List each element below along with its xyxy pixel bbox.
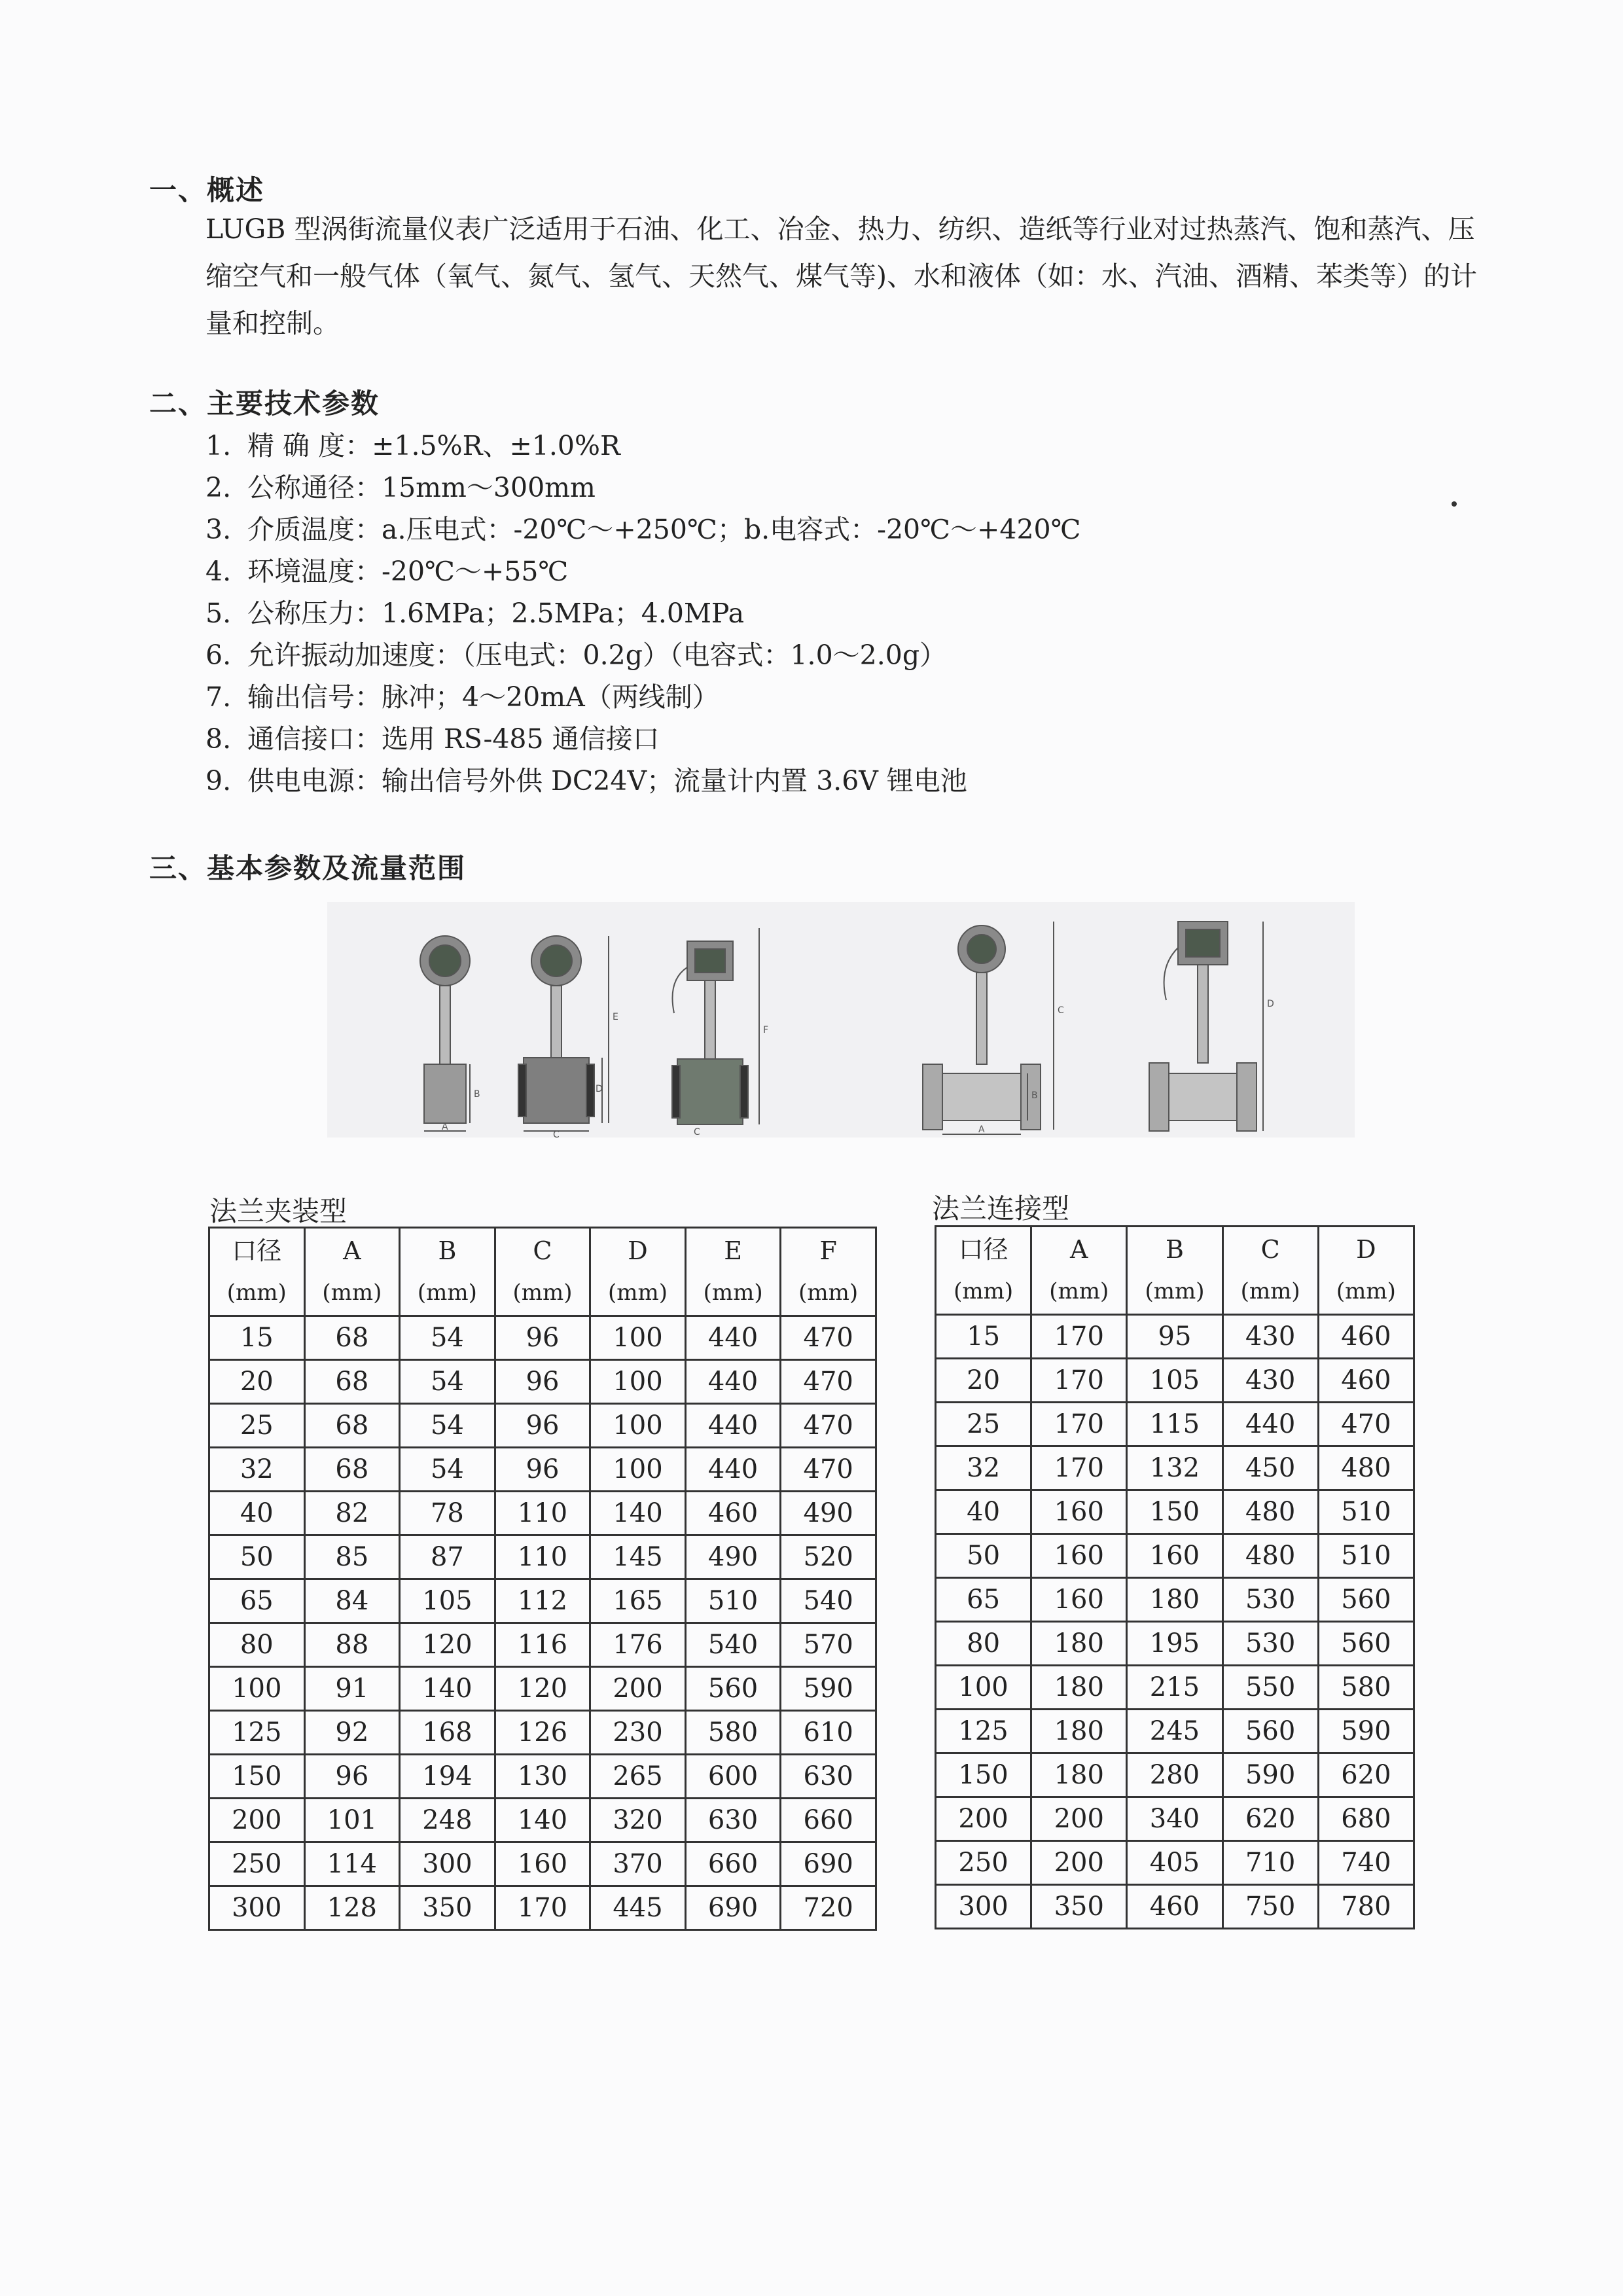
table-cell: 230 [590, 1711, 686, 1755]
table-cell: 680 [1318, 1797, 1414, 1841]
table-cell: 520 [781, 1535, 876, 1579]
table-cell: 710 [1222, 1841, 1318, 1885]
table-cell: 540 [685, 1623, 781, 1667]
table-cell: 170 [1031, 1446, 1127, 1490]
table-cell: 54 [400, 1360, 495, 1404]
column-header: A (mm) [304, 1228, 400, 1316]
table-cell: 180 [1031, 1666, 1127, 1710]
table-row [936, 1797, 1414, 1841]
dim-label-C: C [1058, 1005, 1064, 1016]
table-cell: 160 [1031, 1578, 1127, 1622]
table-row [936, 1885, 1414, 1929]
table-row [209, 1623, 876, 1667]
table-cell: 340 [1127, 1797, 1222, 1841]
table-cell: 460 [1318, 1359, 1414, 1403]
table-cell: 200 [590, 1667, 686, 1711]
table-row [209, 1360, 876, 1404]
table-cell: 690 [685, 1886, 781, 1930]
table-cell: 100 [590, 1360, 686, 1404]
table-cell: 200 [1031, 1797, 1127, 1841]
table-row [936, 1666, 1414, 1710]
table-cell: 130 [495, 1755, 590, 1799]
param-item: 2. 公称通径：15mm～300mm [205, 472, 596, 503]
table-row [209, 1535, 876, 1579]
table-cell: 160 [495, 1842, 590, 1886]
table-row [209, 1799, 876, 1842]
table-cell: 20 [209, 1360, 305, 1404]
table-cell: 176 [590, 1623, 686, 1667]
table-row [209, 1492, 876, 1535]
table-cell: 350 [400, 1886, 495, 1930]
table-cell: 440 [685, 1404, 781, 1448]
table-cell: 430 [1222, 1315, 1318, 1359]
table-cell: 170 [495, 1886, 590, 1930]
table-cell: 32 [936, 1446, 1031, 1490]
table-cell: 460 [1127, 1885, 1222, 1929]
table-cell: 100 [590, 1404, 686, 1448]
table-cell: 87 [400, 1535, 495, 1579]
table-cell: 125 [209, 1711, 305, 1755]
table-cell: 68 [304, 1360, 400, 1404]
table-cell: 140 [495, 1799, 590, 1842]
param-item: 5. 公称压力：1.6MPa；2.5MPa；4.0MPa [205, 598, 745, 629]
table-cell: 50 [936, 1534, 1031, 1578]
table-cell: 690 [781, 1842, 876, 1886]
table-cell: 100 [590, 1448, 686, 1492]
table-cell: 125 [936, 1710, 1031, 1753]
table-cell: 248 [400, 1799, 495, 1842]
table-cell: 40 [209, 1492, 305, 1535]
table-cell: 96 [495, 1360, 590, 1404]
table-cell: 91 [304, 1667, 400, 1711]
table-cell: 630 [685, 1799, 781, 1842]
table-header-row [936, 1227, 1414, 1315]
table-cell: 320 [590, 1799, 686, 1842]
column-header: F (mm) [781, 1228, 876, 1316]
table-cell: 88 [304, 1623, 400, 1667]
table-cell: 440 [685, 1448, 781, 1492]
table-cell: 82 [304, 1492, 400, 1535]
table-cell: 40 [936, 1490, 1031, 1534]
table-cell: 80 [209, 1623, 305, 1667]
table-cell: 470 [781, 1448, 876, 1492]
table-row [209, 1755, 876, 1799]
table-cell: 128 [304, 1886, 400, 1930]
table-cell: 480 [1222, 1534, 1318, 1578]
table-row [936, 1710, 1414, 1753]
table-cell: 510 [1318, 1490, 1414, 1534]
dim-label-D: D [1267, 999, 1274, 1009]
table-cell: 114 [304, 1842, 400, 1886]
table-cell: 440 [685, 1316, 781, 1360]
table-cell: 215 [1127, 1666, 1222, 1710]
column-header: C (mm) [495, 1228, 590, 1316]
table-cell: 54 [400, 1404, 495, 1448]
table-cell: 720 [781, 1886, 876, 1930]
table-cell: 101 [304, 1799, 400, 1842]
table-cell: 470 [781, 1404, 876, 1448]
table-cell: 300 [209, 1886, 305, 1930]
dim-label-A: A [442, 1122, 448, 1132]
table-row [209, 1448, 876, 1492]
table-cell: 15 [209, 1316, 305, 1360]
table-cell: 160 [1031, 1534, 1127, 1578]
table-cell: 620 [1222, 1797, 1318, 1841]
table-cell: 440 [685, 1360, 781, 1404]
table-cell: 168 [400, 1711, 495, 1755]
table-cell: 15 [936, 1315, 1031, 1359]
table-cell: 32 [209, 1448, 305, 1492]
table-cell: 180 [1031, 1753, 1127, 1797]
table-cell: 570 [781, 1623, 876, 1667]
table-cell: 300 [936, 1885, 1031, 1929]
table-cell: 620 [1318, 1753, 1414, 1797]
table-cell: 180 [1031, 1710, 1127, 1753]
flanged-type-dimension-table [935, 1225, 1415, 1929]
table-cell: 92 [304, 1711, 400, 1755]
table-cell: 115 [1127, 1403, 1222, 1446]
table-row [936, 1534, 1414, 1578]
table-cell: 470 [781, 1360, 876, 1404]
table-cell: 440 [1222, 1403, 1318, 1446]
param-item: 7. 输出信号：脉冲；4～20mA（两线制） [205, 681, 719, 713]
table-row [209, 1316, 876, 1360]
table-cell: 560 [685, 1667, 781, 1711]
column-header: B (mm) [1127, 1227, 1222, 1315]
scan-speck [1452, 501, 1457, 507]
column-header: 口径 (mm) [209, 1228, 305, 1316]
table-cell: 120 [400, 1623, 495, 1667]
table-cell: 132 [1127, 1446, 1222, 1490]
table-cell: 54 [400, 1448, 495, 1492]
param-item: 8. 通信接口：选用 RS-485 通信接口 [205, 723, 660, 755]
table-cell: 530 [1222, 1578, 1318, 1622]
table-row [936, 1403, 1414, 1446]
table-cell: 84 [304, 1579, 400, 1623]
table-cell: 140 [590, 1492, 686, 1535]
flowmeter-dimension-drawing [327, 902, 1355, 1138]
table-cell: 85 [304, 1535, 400, 1579]
column-header: C (mm) [1222, 1227, 1318, 1315]
table-cell: 54 [400, 1316, 495, 1360]
table-cell: 165 [590, 1579, 686, 1623]
overview-paragraph: LUGB 型涡街流量仪表广泛适用于石油、化工、冶金、热力、纺织、造纸等行业对过热蒸汽、饱和蒸汽、压缩空气和一般气体（氧气、氮气、氢气、天然气、煤气等)、水和液体（如：水、汽油、酒精、苯类等）的计量和控制。 [205, 213, 1477, 339]
table-cell: 510 [1318, 1534, 1414, 1578]
table-cell: 590 [1318, 1710, 1414, 1753]
table-cell: 300 [400, 1842, 495, 1886]
table-cell: 510 [685, 1579, 781, 1623]
table-cell: 78 [400, 1492, 495, 1535]
column-header: A (mm) [1031, 1227, 1127, 1315]
dim-label-A: A [978, 1124, 985, 1135]
table-caption-wafer: 法兰夹装型 [209, 1195, 348, 1227]
table-cell: 560 [1318, 1578, 1414, 1622]
table-cell: 480 [1318, 1446, 1414, 1490]
table-header-row [209, 1228, 876, 1316]
table-cell: 660 [781, 1799, 876, 1842]
table-cell: 530 [1222, 1622, 1318, 1666]
table-cell: 490 [685, 1535, 781, 1579]
table-cell: 170 [1031, 1315, 1127, 1359]
table-row [936, 1841, 1414, 1885]
table-cell: 150 [1127, 1490, 1222, 1534]
table-cell: 560 [1318, 1622, 1414, 1666]
table-cell: 470 [781, 1316, 876, 1360]
table-cell: 105 [1127, 1359, 1222, 1403]
table-cell: 250 [209, 1842, 305, 1886]
table-cell: 580 [685, 1711, 781, 1755]
dim-label-D: D [596, 1084, 603, 1094]
table-cell: 96 [495, 1316, 590, 1360]
table-cell: 112 [495, 1579, 590, 1623]
table-row [209, 1886, 876, 1930]
table-cell: 65 [209, 1579, 305, 1623]
table-cell: 590 [781, 1667, 876, 1711]
table-cell: 430 [1222, 1359, 1318, 1403]
table-cell: 470 [1318, 1403, 1414, 1446]
table-cell: 200 [1031, 1841, 1127, 1885]
table-cell: 25 [936, 1403, 1031, 1446]
table-cell: 140 [400, 1667, 495, 1711]
table-cell: 350 [1031, 1885, 1127, 1929]
table-cell: 96 [495, 1448, 590, 1492]
table-cell: 610 [781, 1711, 876, 1755]
table-cell: 150 [936, 1753, 1031, 1797]
table-cell: 160 [1127, 1534, 1222, 1578]
table-cell: 95 [1127, 1315, 1222, 1359]
table-cell: 194 [400, 1755, 495, 1799]
table-cell: 280 [1127, 1753, 1222, 1797]
table-row [936, 1315, 1414, 1359]
table-row [936, 1622, 1414, 1666]
table-row [936, 1446, 1414, 1490]
table-cell: 180 [1127, 1578, 1222, 1622]
dim-label-B: B [474, 1089, 480, 1100]
table-row [936, 1359, 1414, 1403]
column-header: 口径 (mm) [936, 1227, 1031, 1315]
column-header: D (mm) [1318, 1227, 1414, 1315]
table-cell: 580 [1318, 1666, 1414, 1710]
table-cell: 160 [1031, 1490, 1127, 1534]
table-cell: 750 [1222, 1885, 1318, 1929]
table-row [209, 1667, 876, 1711]
table-cell: 170 [1031, 1403, 1127, 1446]
table-cell: 250 [936, 1841, 1031, 1885]
table-cell: 68 [304, 1404, 400, 1448]
table-cell: 740 [1318, 1841, 1414, 1885]
table-cell: 68 [304, 1448, 400, 1492]
table-row [209, 1579, 876, 1623]
table-cell: 68 [304, 1316, 400, 1360]
table-cell: 100 [209, 1667, 305, 1711]
param-item: 6. 允许振动加速度：（压电式：0.2g）（电容式：1.0～2.0g） [205, 639, 947, 671]
table-cell: 120 [495, 1667, 590, 1711]
table-cell: 105 [400, 1579, 495, 1623]
table-cell: 460 [1318, 1315, 1414, 1359]
table-cell: 200 [209, 1799, 305, 1842]
table-cell: 560 [1222, 1710, 1318, 1753]
table-row [209, 1711, 876, 1755]
table-cell: 540 [781, 1579, 876, 1623]
table-cell: 50 [209, 1535, 305, 1579]
table-cell: 600 [685, 1755, 781, 1799]
table-row [209, 1404, 876, 1448]
table-cell: 116 [495, 1623, 590, 1667]
table-cell: 405 [1127, 1841, 1222, 1885]
table-cell: 490 [781, 1492, 876, 1535]
table-row [936, 1578, 1414, 1622]
section-heading-basic-params: 三、基本参数及流量范围 [149, 852, 467, 884]
table-cell: 780 [1318, 1885, 1414, 1929]
table-cell: 100 [590, 1316, 686, 1360]
table-cell: 200 [936, 1797, 1031, 1841]
table-caption-flanged: 法兰连接型 [932, 1193, 1070, 1225]
table-cell: 195 [1127, 1622, 1222, 1666]
table-cell: 150 [209, 1755, 305, 1799]
table-cell: 145 [590, 1535, 686, 1579]
table-cell: 480 [1222, 1490, 1318, 1534]
table-row [209, 1842, 876, 1886]
section-heading-tech-params: 二、主要技术参数 [149, 387, 380, 420]
table-cell: 20 [936, 1359, 1031, 1403]
table-cell: 265 [590, 1755, 686, 1799]
table-cell: 170 [1031, 1359, 1127, 1403]
table-cell: 100 [936, 1666, 1031, 1710]
column-header: D (mm) [590, 1228, 686, 1316]
dim-label-E: E [613, 1012, 618, 1022]
table-cell: 96 [495, 1404, 590, 1448]
dim-label-C: C [694, 1127, 700, 1138]
dim-label-B: B [1031, 1090, 1038, 1101]
param-item: 1. 精 确 度：±1.5%R、±1.0%R [205, 430, 620, 461]
table-row [936, 1490, 1414, 1534]
param-item: 9. 供电电源：输出信号外供 DC24V；流量计内置 3.6V 锂电池 [205, 765, 967, 797]
dim-label-C: C [553, 1130, 560, 1138]
column-header: B (mm) [400, 1228, 495, 1316]
param-item: 3. 介质温度：a.压电式：-20℃～+250℃；b.电容式：-20℃～+420℃ [205, 514, 1081, 545]
table-cell: 370 [590, 1842, 686, 1886]
table-cell: 445 [590, 1886, 686, 1930]
table-cell: 25 [209, 1404, 305, 1448]
table-cell: 96 [304, 1755, 400, 1799]
param-item: 4. 环境温度：-20℃～+55℃ [205, 556, 569, 587]
table-row [936, 1753, 1414, 1797]
table-cell: 590 [1222, 1753, 1318, 1797]
column-header: E (mm) [685, 1228, 781, 1316]
table-cell: 180 [1031, 1622, 1127, 1666]
table-cell: 126 [495, 1711, 590, 1755]
table-cell: 630 [781, 1755, 876, 1799]
table-cell: 550 [1222, 1666, 1318, 1710]
table-cell: 110 [495, 1492, 590, 1535]
table-cell: 460 [685, 1492, 781, 1535]
table-cell: 245 [1127, 1710, 1222, 1753]
section-heading-overview: 一、概述 [149, 174, 265, 206]
table-cell: 110 [495, 1535, 590, 1579]
dim-label-F: F [763, 1025, 769, 1035]
table-cell: 660 [685, 1842, 781, 1886]
table-cell: 450 [1222, 1446, 1318, 1490]
table-cell: 80 [936, 1622, 1031, 1666]
wafer-type-dimension-table [208, 1227, 877, 1931]
table-cell: 65 [936, 1578, 1031, 1622]
